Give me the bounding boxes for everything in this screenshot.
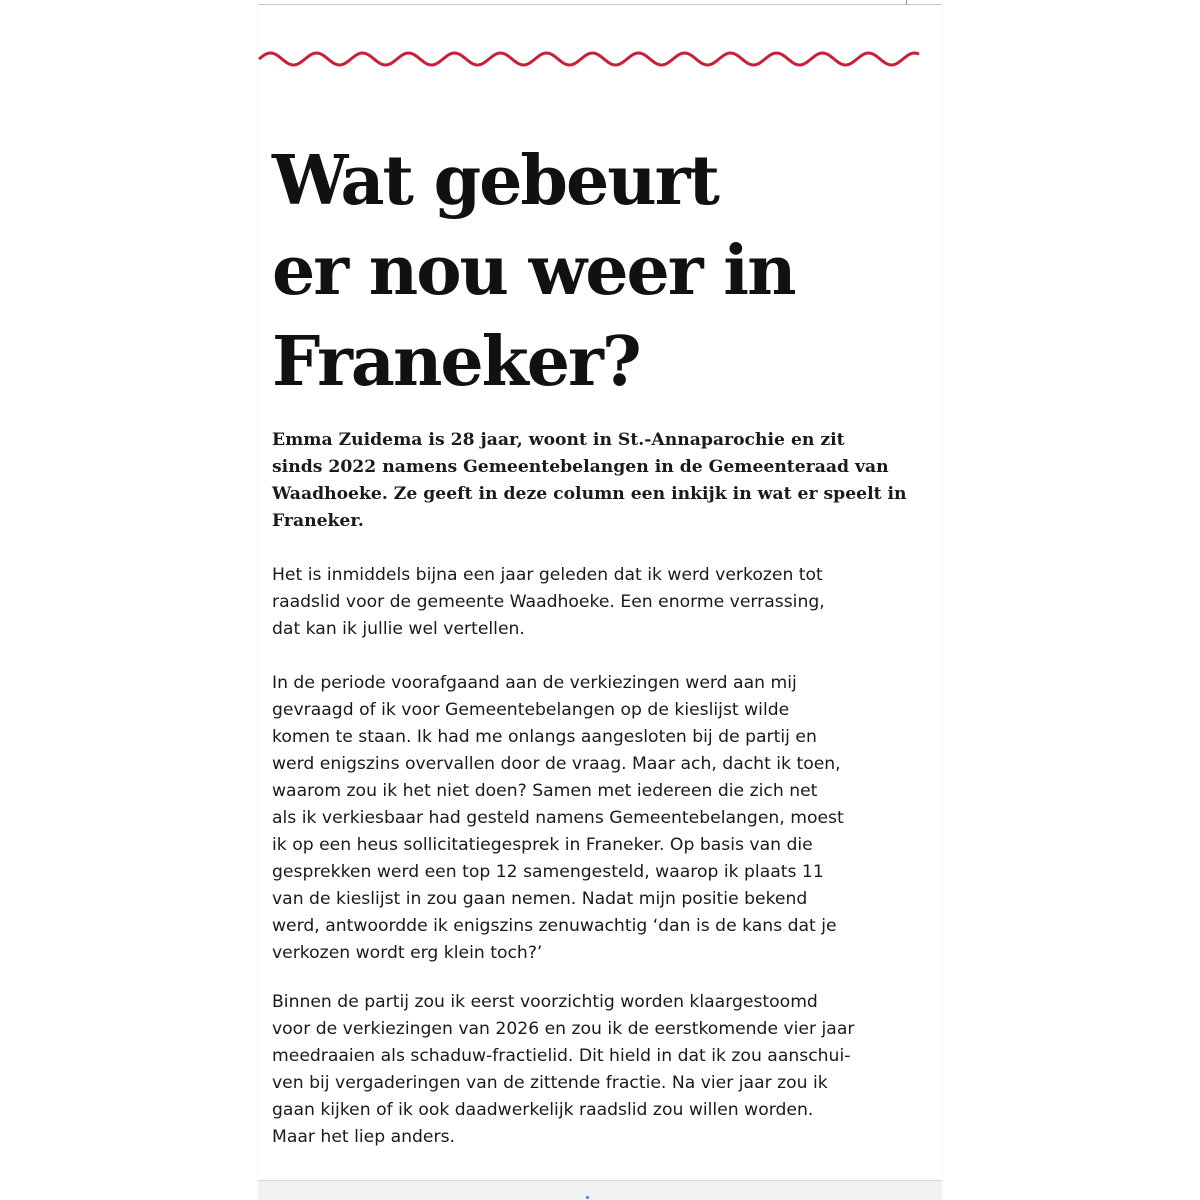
- body-line: dat kan ik jullie wel vertellen.: [272, 619, 525, 639]
- headline-line-3: Franeker?: [272, 321, 640, 402]
- headline-line-1: Wat gebeurt: [272, 141, 718, 221]
- headline: [272, 136, 912, 407]
- body-paragraph-3: [272, 989, 924, 1151]
- top-edge-mark: [906, 0, 912, 5]
- body-line: In de periode voorafgaand aan de verkiezingen werd aan mij: [272, 673, 797, 693]
- body-paragraph-2: [272, 670, 924, 967]
- body-line: van de kieslijst in zou gaan nemen. Nadat mijn positie bekend: [272, 889, 808, 909]
- body-line: als ik verkiesbaar had gesteld namens Gemeentebelangen, moest: [272, 808, 844, 828]
- body-line: gaan kijken of ik ook daadwerkelijk raadslid zou willen worden.: [272, 1100, 814, 1120]
- body-line: waarom zou ik het niet doen? Samen met iedereen die zich net: [272, 781, 818, 801]
- wave-line: [259, 53, 919, 65]
- body-paragraph-1: [272, 562, 924, 643]
- intro-paragraph: [272, 427, 924, 535]
- body-line: voor de verkiezingen van 2026 en zou ik de eerstkomende vier jaar: [272, 1019, 855, 1039]
- intro-line: Waadhoeke. Ze geeft in deze column een inkijk in wat er speelt in: [272, 484, 907, 504]
- body-line: gesprekken werd een top 12 samengesteld, waarop ik plaats 11: [272, 862, 824, 882]
- bottom-bar: [258, 1180, 942, 1200]
- wave-decoration: [258, 46, 922, 72]
- body-line: komen te staan. Ik had me onlangs aangesloten bij de partij en: [272, 727, 817, 747]
- intro-line: Franeker.: [272, 511, 364, 531]
- body-line: Binnen de partij zou ik eerst voorzichtig worden klaargestoomd: [272, 992, 818, 1012]
- body-line: Het is inmiddels bijna een jaar geleden dat ik werd verkozen tot: [272, 565, 823, 585]
- body-line: Maar het liep anders.: [272, 1127, 455, 1147]
- headline-line-2: er nou weer in: [272, 231, 795, 312]
- body-line: meedraaien als schaduw-fractielid. Dit hield in dat ik zou aanschui-: [272, 1046, 851, 1066]
- bottom-indicator: [586, 1196, 589, 1199]
- intro-line: sinds 2022 namens Gemeentebelangen in de Gemeenteraad van: [272, 457, 889, 477]
- top-divider: [258, 4, 942, 5]
- intro-line: Emma Zuidema is 28 jaar, woont in St.-Annaparochie en zit: [272, 430, 845, 450]
- body-line: raadslid voor de gemeente Waadhoeke. Een enorme verrassing,: [272, 592, 825, 612]
- body-line: verkozen wordt erg klein toch?’: [272, 943, 543, 963]
- body-line: werd, antwoordde ik enigszins zenuwachtig ‘dan is de kans dat je: [272, 916, 837, 936]
- body-line: gevraagd of ik voor Gemeentebelangen op de kieslijst wilde: [272, 700, 790, 720]
- body-line: werd enigszins overvallen door de vraag. Maar ach, dacht ik toen,: [272, 754, 841, 774]
- body-line: ven bij vergaderingen van de zittende fractie. Na vier jaar zou ik: [272, 1073, 828, 1093]
- body-line: ik op een heus sollicitatiegesprek in Franeker. Op basis van die: [272, 835, 813, 855]
